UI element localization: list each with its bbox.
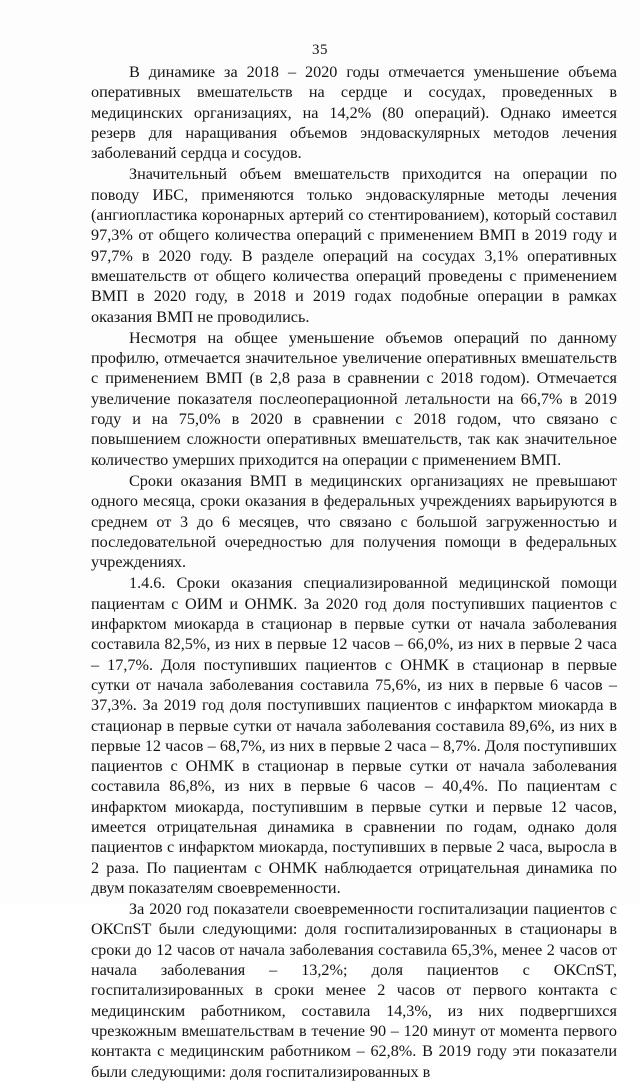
body-text (91, 62, 617, 1082)
page-number: 35 (312, 42, 328, 58)
paragraph-3: Несмотря на общее уменьшение объемов операций по данному профилю, отмечается значительное увеличение оперативных вмешательств с применением ВМП (в 2,8 раза в сравнении с 2018 годом). Отмечается увеличение показателя послеоперационной летальности на 66,7% в 2019 году и на 75,0% в 2020 в сравнении с 2018 годом, что связано с повышением сложности оперативных вмешательств, так как значительное количество умерших приходится на операции с применением ВМП. (91, 328, 617, 469)
paragraph-2: Значительный объем вмешательств приходится на операции по поводу ИБС, применяются только эндоваскулярные методы лечения (ангиопластика коронарных артерий со стентированием), который составил 97,3% от общего количества операций с применением ВМП в 2019 году и 97,7% в 2020 году. В разделе операций на сосудах 3,1% оперативных вмешательств от общего количества операций проведены с применением ВМП в 2020 году, в 2018 и 2019 годах подобные операции в рамках оказания ВМП не проводились. (91, 165, 617, 326)
paragraph-6: За 2020 год показатели своевременности госпитализации пациентов с ОКСпST были следующими: доля госпитализированных в стационары в сроки до 12 часов от начала заболевания составила 65,3%, менее 2 часов от начала заболевания – 13,2%; доля пациентов с ОКСпST, госпитализированных в сроки менее 2 часов от первого контакта с медицинским работником, составила 14,3%, из них подвергшихся чрезкожным вмешательствам в течение 90 – 120 минут от момента первого контакта с медицинским работником – 62,8%. В 2019 году эти показатели были следующими: доля госпитализированных в (91, 900, 617, 1081)
paragraph-4: Сроки оказания ВМП в медицинских организациях не превышают одного месяца, сроки оказания в федеральных учреждениях варьируются в среднем от 3 до 6 месяцев, что связано с большой загруженностью и последовательной очередностью для получения помощи в федеральных учреждениях. (91, 471, 617, 572)
paragraph-1: В динамике за 2018 – 2020 годы отмечается уменьшение объема оперативных вмешательств на сердце и сосудах, проведенных в медицинских организациях, на 14,2% (80 операций). Однако имеется резерв для наращивания объемов эндоваскулярных методов лечения заболеваний сердца и сосудов. (91, 63, 617, 163)
paragraph-5: 1.4.6. Сроки оказания специализированной медицинской помощи пациентам с ОИМ и ОНМК. За 2020 год доля поступивших пациентов с инфарктом миокарда в стационар в первые сутки от начала заболевания составила 82,5%, из них в первые 12 часов – 66,0%, из них в первые 2 часа – 17,7%. Доля поступивших пациентов с ОНМК в стационар в первые сутки от начала заболевания составила 75,6%, из них в первые 6 часов – 37,3%. За 2019 год доля поступивших пациентов с инфарктом миокарда в стационар в первые сутки от начала заболевания составила 89,6%, из них в первые 12 часов – 68,7%, из них в первые 2 часа – 8,7%. Доля поступивших пациентов с ОНМК в стационар в первые сутки от начала заболевания составила 86,8%, из них в первые 6 часов – 40,4%. По пациентам с инфарктом миокарда, поступившим в первые сутки и первые 12 часов, имеется отрицательная динамика в сравнении по годам, однако доля пациентов с инфарктом миокарда, поступивших в первые 2 часа, выросла в 2 раза. По пациентам с ОНМК наблюдается отрицательная динамика по двум показателям своевременности. (91, 574, 617, 897)
